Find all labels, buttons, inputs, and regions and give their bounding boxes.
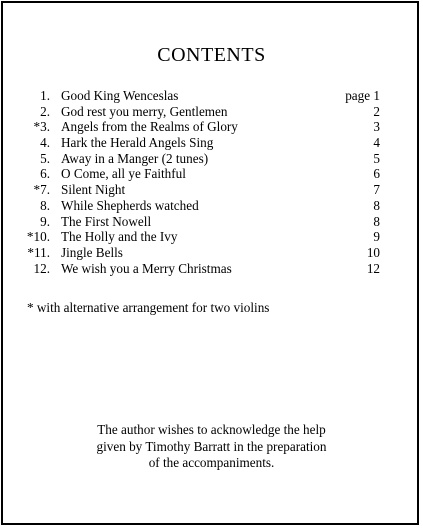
acknowledgement-line: The author wishes to acknowledge the help bbox=[97, 422, 326, 437]
entry-page: page 1 bbox=[345, 88, 380, 103]
acknowledgement-line: of the accompaniments. bbox=[148, 455, 275, 470]
acknowledgement-line: given by Timothy Barratt in the preparation bbox=[96, 438, 327, 454]
entry-page: 5 bbox=[373, 150, 380, 166]
entry-title: While Shepherds watched bbox=[61, 197, 199, 213]
list-item bbox=[0, 182, 423, 198]
entry-number: 4. bbox=[40, 135, 50, 151]
entry-title: Away in a Manger (2 tunes) bbox=[61, 150, 209, 166]
entry-page: 10 bbox=[366, 244, 380, 260]
list-item bbox=[0, 104, 423, 120]
list-item bbox=[0, 166, 423, 182]
entry-number: 1. bbox=[40, 88, 50, 103]
list-item bbox=[0, 135, 423, 151]
entry-page: 6 bbox=[373, 166, 380, 182]
entry-number: 12. bbox=[33, 260, 50, 276]
list-item bbox=[0, 198, 423, 214]
acknowledgement bbox=[0, 422, 423, 472]
entry-number: 9. bbox=[40, 213, 50, 229]
entry-title: Jingle Bells bbox=[61, 244, 123, 260]
list-item bbox=[0, 229, 423, 245]
entry-number: *3. bbox=[33, 119, 50, 135]
entry-title: God rest you merry, Gentlemen bbox=[61, 103, 228, 119]
entry-number: *7. bbox=[33, 182, 50, 198]
entry-page: 8 bbox=[373, 197, 380, 213]
list-item bbox=[0, 261, 423, 277]
list-item bbox=[0, 119, 423, 135]
list-item bbox=[0, 245, 423, 261]
entry-title: The First Nowell bbox=[61, 213, 152, 229]
footnote: * with alternative arrangement for two violins bbox=[27, 300, 270, 315]
entry-number: *11. bbox=[27, 244, 50, 260]
entry-page: 2 bbox=[373, 103, 380, 119]
entry-title: Silent Night bbox=[61, 182, 126, 198]
entry-title: The Holly and the Ivy bbox=[61, 229, 178, 245]
entry-number: 5. bbox=[40, 150, 50, 166]
page-title: CONTENTS bbox=[157, 44, 266, 66]
entry-title: Angels from the Realms of Glory bbox=[61, 119, 238, 135]
entry-page: 8 bbox=[373, 213, 380, 229]
entry-page: 3 bbox=[373, 119, 380, 135]
entry-title: Hark the Herald Angels Sing bbox=[61, 135, 214, 151]
entry-title: Good King Wenceslas bbox=[61, 88, 179, 103]
list-item bbox=[0, 88, 423, 104]
list-item bbox=[0, 214, 423, 230]
entry-number: 8. bbox=[40, 197, 50, 213]
entry-title: O Come, all ye Faithful bbox=[61, 166, 186, 182]
entry-number: 6. bbox=[40, 166, 50, 182]
entry-page: 7 bbox=[373, 182, 380, 198]
contents-list bbox=[0, 88, 423, 276]
entry-page: 9 bbox=[373, 229, 380, 245]
entry-number: 2. bbox=[40, 103, 50, 119]
list-item bbox=[0, 151, 423, 167]
entry-title: We wish you a Merry Christmas bbox=[61, 260, 232, 276]
entry-number: *10. bbox=[26, 229, 50, 245]
entry-page: 4 bbox=[373, 135, 380, 151]
entry-page: 12 bbox=[366, 260, 380, 276]
